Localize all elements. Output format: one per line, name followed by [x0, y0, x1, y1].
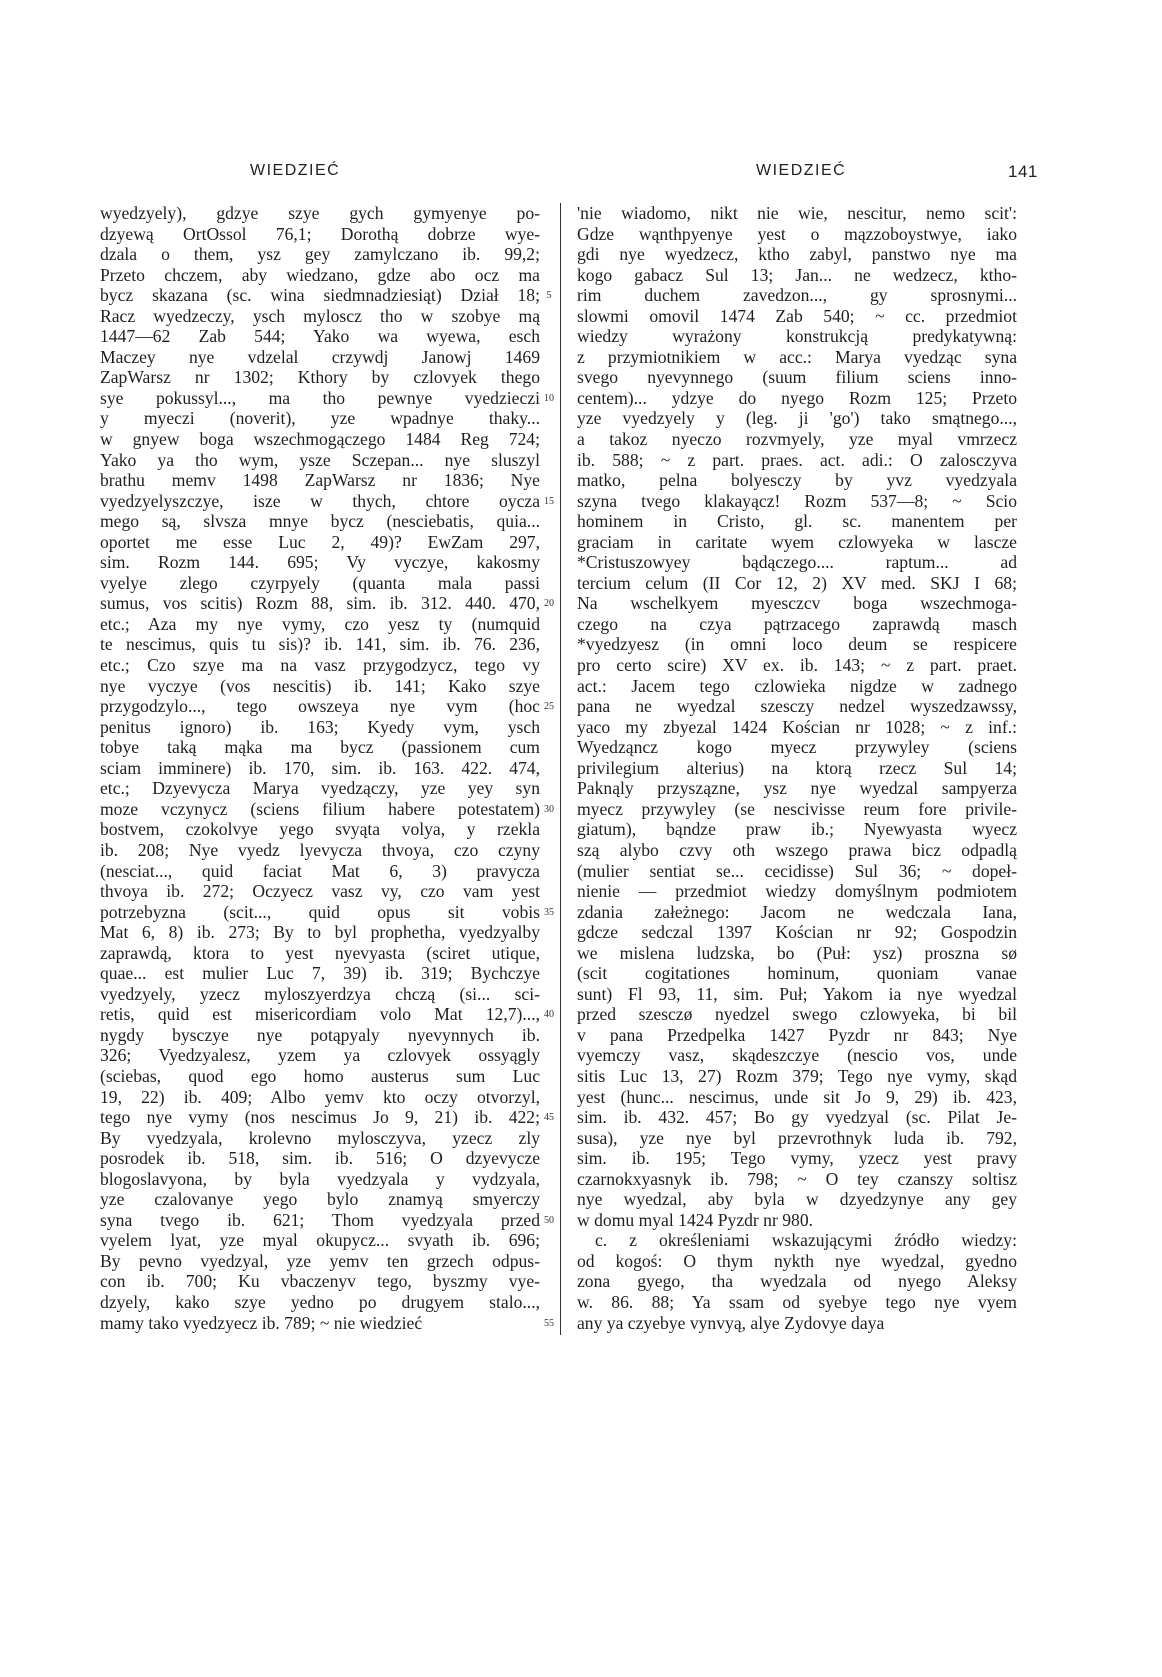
- text-line: dzyewą OrtOssol 76,1; Dorothą dobrze wye-: [100, 223, 540, 244]
- line-number: 5: [546, 290, 552, 302]
- text-line: penitus ignoro) ib. 163; Kyedy vym, ysch: [100, 716, 540, 737]
- text-line: Maczey nye vdzelal crzywdj Janowj 1469: [100, 346, 540, 367]
- text-line: sim. ib. 195; Tego vymy, yzecz yest pravy: [577, 1148, 1017, 1169]
- text-line: posrodek ib. 518, sim. ib. 516; O dzyevycze: [100, 1148, 540, 1169]
- text-line: etc.; Czo szye ma na vasz przygodzycz, tego vy: [100, 655, 540, 676]
- line-number: 40: [544, 1009, 554, 1021]
- left-column: [100, 203, 540, 1333]
- text-line: nye wyedzal, aby byla w dzyedzynye any gey: [577, 1189, 1017, 1210]
- text-line: v pana Przedpelka 1427 Pyzdr nr 843; Nye: [577, 1024, 1017, 1045]
- text-line: mamy tako vyedzyecz ib. 789; ~ nie wiedzieć: [100, 1312, 423, 1333]
- text-line: Mat 6, 8) ib. 273; By to byl prophetha, vyedzyalby: [100, 922, 540, 943]
- text-line: pro certo scire) XV ex. ib. 143; ~ z part. praet.: [577, 655, 1017, 676]
- page-number: 141: [1008, 162, 1038, 181]
- text-line: sitis Luc 13, 27) Rozm 379; Tego nye vymy, skąd: [577, 1065, 1017, 1086]
- text-line: dzyely, kako szye yedno po drugyem stalo...,: [100, 1291, 540, 1312]
- text-line: giatum), bąndze praw ib.; Nyewyasta wyecz: [577, 819, 1017, 840]
- text-line: nygdy bysczye nye potąpyaly nyevynnych ib.: [100, 1024, 540, 1045]
- text-line: susa), yze nye byl przevrothnyk luda ib. 792,: [577, 1127, 1017, 1148]
- text-line: any ya czyebye vynvyą, alye Zydovye daya: [577, 1312, 885, 1333]
- text-line: sye pokussyl..., ma tho pewnye vyedzieczi: [100, 387, 540, 408]
- text-line: mego są, slvsza mnye bycz (nesciebatis, quia...: [100, 511, 540, 532]
- text-line: nye vyczye (vos nescitis) ib. 141; Kako szye: [100, 675, 540, 696]
- running-head-left: WIEDZIEĆ: [250, 162, 341, 179]
- text-line: czego na czya pątrzacego zaprawdą masch: [577, 613, 1017, 634]
- text-line: vyedzyelyszczye, isze w thych, chtore oycza: [100, 490, 540, 511]
- text-line: oportet me esse Luc 2, 49)? EwZam 297,: [100, 531, 540, 552]
- text-line: By pevno vyedzyal, yze yemv ten grzech odpus-: [100, 1250, 540, 1271]
- text-line: Yako ya tho wym, ysze Sczepan... nye sluszyl: [100, 449, 540, 470]
- text-line: rim duchem zavedzon..., gy sprosnymi...: [577, 285, 1017, 306]
- text-line: sciam imminere) ib. 170, sim. ib. 163. 422. 474,: [100, 757, 540, 778]
- text-line: vyelye zlego czyrpyely (quanta mala passi: [100, 572, 540, 593]
- text-line: Paknąly przyszązne, ysz nye wyedzal sampyerza: [577, 778, 1017, 799]
- text-line: w domu myal 1424 Pyzdr nr 980.: [577, 1209, 814, 1230]
- text-line: blogoslavyona, by byla vyedzyala y vydzyala,: [100, 1168, 540, 1189]
- text-line: svego nyevynnego (suum filium sciens inno-: [577, 367, 1017, 388]
- text-line: vyedzyely, yzecz myloszyerdzya chczą (si... sci-: [100, 983, 540, 1004]
- text-line: od kogoś: O thym nykth nye wyedzal, gyedno: [577, 1250, 1017, 1271]
- text-line: a takoz nyeczo rozvmyely, yze myal vmrzecz: [577, 429, 1017, 450]
- text-line: wyedzyely), gdzye szye gych gymyenye po-: [100, 203, 540, 223]
- text-line: By vyedzyala, krolevno mylosczyva, yzecz zly: [100, 1127, 540, 1148]
- text-line: tobye taką mąka ma bycz (passionem cum: [100, 737, 540, 758]
- line-number: 15: [544, 495, 554, 507]
- text-line: tercium celum (II Cor 12, 2) XV med. SKJ I 68;: [577, 572, 1017, 593]
- line-number: 55: [544, 1317, 554, 1329]
- text-line: zaprawdą, ktora to yest nyevyasta (sciret utique,: [100, 942, 540, 963]
- text-line: nienie — przedmiot wiedzy domyślnym podmiotem: [577, 881, 1017, 902]
- text-line: we mislena ludzska, bo (Puł: ysz) proszna sø: [577, 942, 1017, 963]
- text-line: (mulier sentiat se... cecidisse) Sul 36; ~ dopeł-: [577, 860, 1017, 881]
- text-line: te nescimus, quis tu sis)? ib. 141, sim. ib. 76. 236,: [100, 634, 540, 655]
- text-line: Na wschelkyem myesczcv boga wszechmoga-: [577, 593, 1017, 614]
- text-line: zdania załeżnego: Jacom ne wedczala Iana,: [577, 901, 1017, 922]
- line-number: 30: [544, 803, 554, 815]
- text-line: gdi nye wyedzecz, ktho zabyl, panstwo nye ma: [577, 244, 1017, 265]
- text-line: ib. 208; Nye vyedz lyevycza thvoya, czo czyny: [100, 839, 540, 860]
- text-line: *vyedzyesz (in omni loco deum se respicere: [577, 634, 1017, 655]
- text-line: ib. 588; ~ z part. praes. act. adi.: O zalosczyva: [577, 449, 1017, 470]
- text-line: yze czalovanye yego bylo znamyą smyerczy: [100, 1189, 540, 1210]
- text-line: Racz wyedzeczy, ysch myloscz tho w szobye mą: [100, 305, 540, 326]
- text-line: bostvem, czokolvye yego svyąta volya, y rzekla: [100, 819, 540, 840]
- text-line: z przymiotnikiem w acc.: Marya vyedząc syna: [577, 346, 1017, 367]
- text-line: hominem in Cristo, gl. sc. manentem per: [577, 511, 1017, 532]
- text-line: yaco my zbyezal 1424 Kościan nr 1028; ~ z inf.:: [577, 716, 1017, 737]
- text-line: etc.; Aza my nye vymy, czo yesz ty (numquid: [100, 613, 540, 634]
- text-line: centem)... ydzye do nyego Rozm 125; Przeto: [577, 387, 1017, 408]
- text-line: 326; Vyedzyalesz, yzem ya czlovyek ossyągly: [100, 1045, 540, 1066]
- line-number: 20: [544, 598, 554, 610]
- text-line: syna tvego ib. 621; Thom vyedzyala przed: [100, 1209, 540, 1230]
- text-line: con ib. 700; Ku vbaczenyv tego, byszmy vye-: [100, 1271, 540, 1292]
- text-line: (nesciat..., quid faciat Mat 6, 3) pravycza: [100, 860, 540, 881]
- line-number: 50: [544, 1214, 554, 1226]
- text-line: gdcze sedczal 1397 Kościan nr 92; Gospodzin: [577, 922, 1017, 943]
- text-line: (scit cogitationes hominum, quoniam vanae: [577, 963, 1017, 984]
- text-line: Gdze wąnthpyenye yest o mązzoboystwye, iako: [577, 223, 1017, 244]
- text-line: act.: Jacem tego czlowieka nigdze w zadnego: [577, 675, 1017, 696]
- text-line: privilegium alterius) na ktorą rzecz Sul 14;: [577, 757, 1017, 778]
- text-line: dzala o them, ysz gey zamylczano ib. 99,2;: [100, 244, 540, 265]
- text-line: vyelem lyat, yze myal okupycz... svyath ib. 696;: [100, 1230, 540, 1251]
- text-line: w. 86. 88; Ya ssam od syebye tego nye vyem: [577, 1291, 1017, 1312]
- line-number: 35: [544, 906, 554, 918]
- text-line: szą alybo czvy oth wszego prawa bicz odpadlą: [577, 839, 1017, 860]
- text-line: *Cristuszowyey bądączego.... raptum... ad: [577, 552, 1017, 573]
- text-line: yze vyedzyely y (leg. ji 'go') tako smątnego...,: [577, 408, 1017, 429]
- line-number: 25: [544, 701, 554, 713]
- text-line: y myeczi (noverit), yze wpadnye thaky...: [100, 408, 540, 429]
- text-line: myecz przywyley (se nescivisse reum fore privile-: [577, 798, 1017, 819]
- text-line: yest (hunc... nescimus, unde sit Jo 9, 29) ib. 423,: [577, 1086, 1017, 1107]
- text-line: tego nye vymy (nos nescimus Jo 9, 21) ib. 422;: [100, 1107, 540, 1128]
- text-line: Wyedząncz kogo myecz przywyley (sciens: [577, 737, 1017, 758]
- text-line: Przeto chczem, aby wiedzano, gdze abo ocz ma: [100, 264, 540, 285]
- text-line: 19, 22) ib. 409; Albo yemv kto oczy otvorzyl,: [100, 1086, 540, 1107]
- text-line: w gnyew boga wszechmogączego 1484 Reg 724;: [100, 429, 540, 450]
- column-divider: [560, 203, 561, 1335]
- text-line: quae... est mulier Luc 7, 39) ib. 319; Bychczye: [100, 963, 540, 984]
- text-line: etc.; Dzyevycza Marya vyedzączy, yze yey syn: [100, 778, 540, 799]
- text-line: (sciebas, quod ego homo austerus sum Luc: [100, 1065, 540, 1086]
- text-line: kogo gabacz Sul 13; Jan... ne wedzecz, ktho-: [577, 264, 1017, 285]
- right-column: [577, 203, 1017, 1333]
- text-line: ZapWarsz nr 1302; Kthory by czlovyek thego: [100, 367, 540, 388]
- text-line: thvoya ib. 272; Oczyecz vasz vy, czo vam yest: [100, 881, 540, 902]
- text-line: bycz skazana (sc. wina siedmnadziesiąt) Dział 18;: [100, 285, 540, 306]
- text-line: przed szesczø nyedzel swego czlowyeka, bi bil: [577, 1004, 1017, 1025]
- text-line: sim. ib. 432. 457; Bo gy vyedzyal (sc. Pilat Je-: [577, 1107, 1017, 1128]
- text-line: moze vczynycz (sciens filium habere potestatem): [100, 798, 540, 819]
- text-line: retis, quid est misericordiam volo Mat 12,7)...,: [100, 1004, 540, 1025]
- text-line: graciam in caritate wyem czlowyeka w lascze: [577, 531, 1017, 552]
- running-head-right: WIEDZIEĆ: [756, 162, 847, 179]
- text-line: 1447—62 Zab 544; Yako wa wyewa, esch: [100, 326, 540, 347]
- text-line: sunt) Fl 93, 11, sim. Puł; Yakom ia nye wyedzal: [577, 983, 1017, 1004]
- text-line: potrzebyzna (scit..., quid opus sit vobis: [100, 901, 540, 922]
- text-line: slowmi omovil 1474 Zab 540; ~ cc. przedmiot: [577, 305, 1017, 326]
- line-number: 10: [544, 392, 554, 404]
- line-number: 45: [544, 1112, 554, 1124]
- text-line: przygodzylo..., tego owszeya nye vym (hoc: [100, 696, 540, 717]
- text-line: vyemczy vasz, skądeszczye (nescio vos, unde: [577, 1045, 1017, 1066]
- text-line: czarnokxyasnyk ib. 798; ~ O tey czanszy soltisz: [577, 1168, 1017, 1189]
- text-line: sim. Rozm 144. 695; Vy vyczye, kakosmy: [100, 552, 540, 573]
- text-line: c. z określeniami wskazującymi źródło wiedzy:: [595, 1230, 1017, 1251]
- text-line: 'nie wiadomo, nikt nie wie, nescitur, nemo scit':: [577, 203, 1017, 223]
- text-line: matko, pelna bolyesczy by yvz vyedzyala: [577, 470, 1017, 491]
- text-line: wiedzy wyrażony konstrukcją predykatywną:: [577, 326, 1017, 347]
- text-line: brathu memv 1498 ZapWarsz nr 1836; Nye: [100, 470, 540, 491]
- text-line: pana ne wyedzal szesczy nedzel wyszedzawssy,: [577, 696, 1017, 717]
- text-line: zona gyego, tha wyedzala od nyego Aleksy: [577, 1271, 1017, 1292]
- text-line: szyna tvego klakayącz! Rozm 537—8; ~ Scio: [577, 490, 1017, 511]
- text-line: sumus, vos scitis) Rozm 88, sim. ib. 312. 440. 470,: [100, 593, 540, 614]
